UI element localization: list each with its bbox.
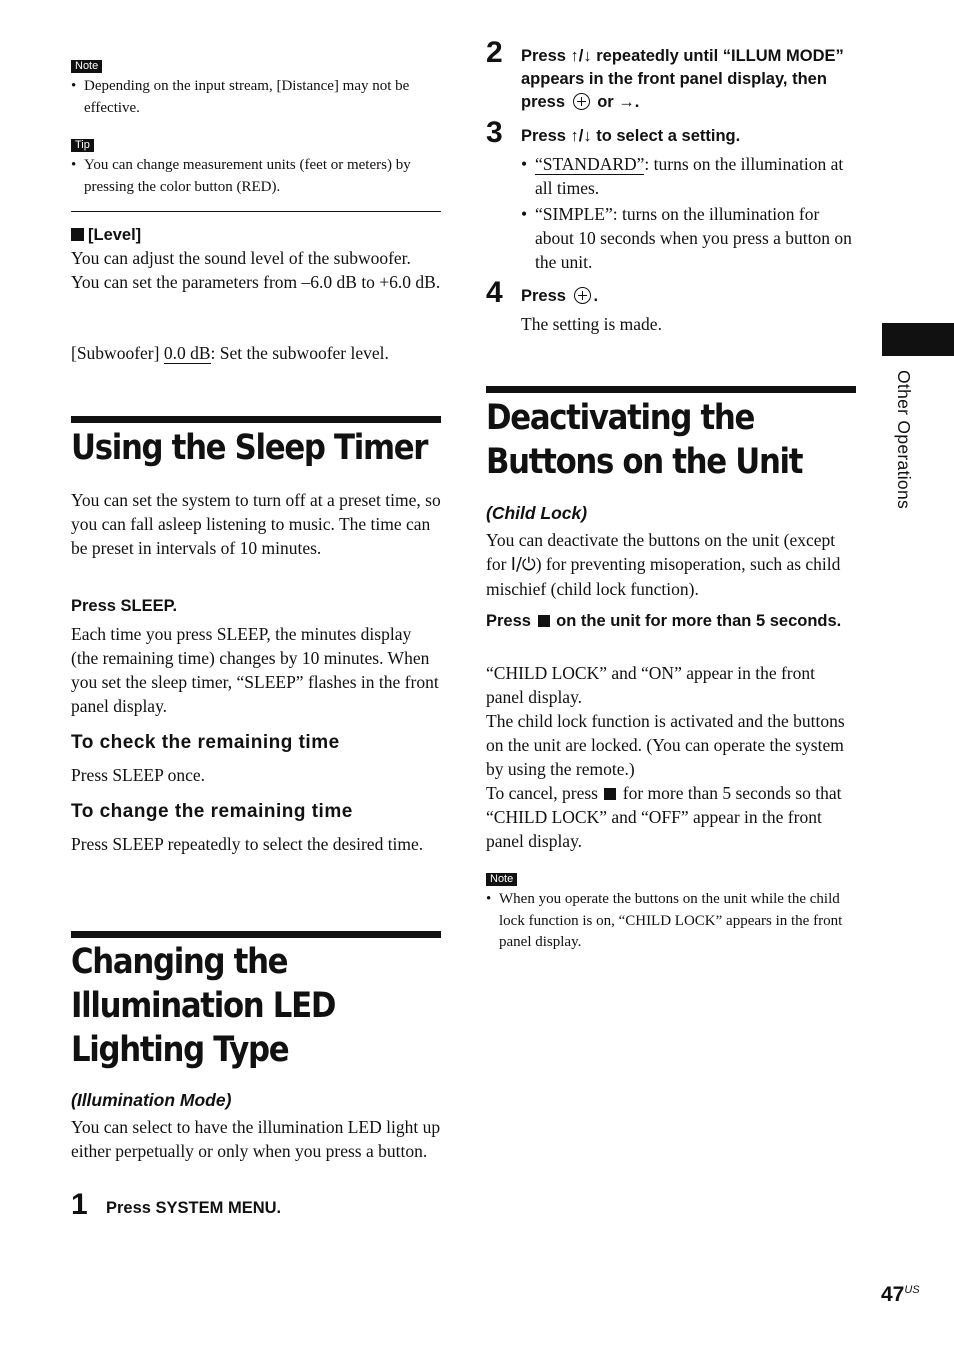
step-3-b: to select a setting. (591, 127, 741, 145)
tip-section (71, 135, 441, 198)
child-cancel-b: for more than 5 seconds so that “CHILD LOCK” and “OFF” appear in the front panel display. (486, 783, 842, 851)
sleep-rule (71, 416, 441, 423)
option-standard (521, 152, 856, 200)
check-remaining-body: Press SLEEP once. (71, 765, 205, 785)
step-3 (486, 118, 856, 150)
deact-subtitle: (Child Lock) (486, 503, 588, 523)
stop-icon (604, 788, 616, 800)
option-simple: • “SIMPLE”: turns on the illumination for about 10 seconds when you press a button on the unit. (521, 202, 856, 274)
step-3-text (521, 125, 856, 148)
change-remaining-body: Press SLEEP repeatedly to select the desired time. (71, 834, 424, 854)
step-2-end: . (634, 93, 640, 111)
child-lock-body (486, 661, 856, 853)
step-4-result: The setting is made. (521, 314, 662, 334)
sleep-title: Using the Sleep Timer (71, 428, 428, 468)
enter-button-icon (573, 93, 590, 110)
section-tab-label: Other Operations (894, 370, 914, 510)
level-body: You can adjust the sound level of the subwoofer. You can set the parameters from –6.0 dB to +6.0 dB. (71, 248, 441, 292)
child-cancel-a: To cancel, press (486, 783, 603, 803)
level-heading (71, 224, 441, 247)
illum-rule (71, 931, 441, 938)
illum-title: Changing the Illumination LED Lighting Type (71, 942, 336, 1070)
square-bullet-icon (71, 228, 84, 241)
note-section (71, 56, 441, 119)
deact-rule (486, 386, 856, 393)
subwoofer-default: 0.0 dB (163, 343, 211, 363)
illum-intro: You can select to have the illumination LED light up either perpetually or only when you press a button. (71, 1117, 441, 1161)
check-remaining-heading: To check the remaining time (71, 732, 340, 753)
note-badge: Note (486, 873, 517, 886)
power-icon: I/⏻ (510, 555, 536, 575)
step-2-a: Press (521, 47, 571, 65)
child-lock-activated: The child lock function is activated and the buttons on the unit are locked. (You can operate the system by using the remote.) (486, 711, 845, 779)
up-down-arrow-icon: ↑/↓ (570, 47, 592, 65)
subwoofer-line (71, 341, 441, 365)
enter-button-icon (574, 287, 591, 304)
change-remaining-heading: To change the remaining time (71, 801, 353, 822)
press-sleep-instruction: Press SLEEP. (71, 597, 178, 615)
step-2-number: 2 (486, 36, 503, 69)
step-4-a: Press (521, 287, 571, 305)
subwoofer-suffix: : Set the subwoofer level. (210, 343, 389, 363)
option-standard-desc: : turns on the illumination at all times. (535, 154, 844, 198)
sleep-intro: You can set the system to turn off at a preset time, so you can fall asleep listening to music. The time can be preset in intervals of 10 minutes. (71, 490, 441, 558)
level-heading-text: [Level] (88, 226, 142, 244)
section-tab-marker (882, 323, 954, 356)
step-2-or: or (592, 93, 619, 111)
step-2-text (521, 45, 856, 114)
deact-intro-a: You can deactivate the buttons on the unit (except for (486, 530, 836, 574)
tip-badge: Tip (71, 139, 94, 152)
note-badge: Note (71, 60, 102, 73)
note-text: • Depending on the input stream, [Distance] may not be effective. (71, 76, 441, 119)
deact-title: Deactivating the Buttons on the Unit (486, 398, 803, 482)
step-1-number: 1 (71, 1188, 88, 1221)
step-4-end: . (593, 287, 599, 305)
step-4 (486, 278, 856, 310)
press-stop-b: on the unit for more than 5 seconds. (551, 612, 842, 630)
up-down-arrow-icon: ↑/↓ (570, 127, 592, 145)
deact-intro (486, 528, 856, 601)
subwoofer-prefix: [Subwoofer] (71, 343, 164, 363)
right-arrow-icon: → (618, 93, 635, 111)
step-3-a: Press (521, 127, 571, 145)
child-lock-note (486, 869, 856, 954)
step-2 (486, 38, 856, 118)
child-lock-note-text: • When you operate the buttons on the unit while the child lock function is on, “CHILD LOCK” appears in the front panel display. (486, 889, 856, 954)
divider (71, 211, 441, 212)
tip-text: • You can change measurement units (feet or meters) by pressing the color button (RED). (71, 155, 441, 198)
step-2-b: repeatedly until “ILLUM MODE” appears in the front panel display, then press (521, 47, 844, 111)
step-4-number: 4 (486, 276, 503, 309)
child-lock-on: “CHILD LOCK” and “ON” appear in the front panel display. (486, 663, 815, 707)
step-1-text: Press SYSTEM MENU. (106, 1199, 282, 1217)
page-number (881, 1283, 920, 1307)
step-4-text (521, 285, 856, 308)
sleep-description: Each time you press SLEEP, the minutes display (the remaining time) changes by 10 minutes. When you set the sleep timer, “SLEEP” flashes in the front panel display. (71, 624, 439, 716)
step-3-number: 3 (486, 116, 503, 149)
stop-icon (538, 615, 550, 627)
deact-intro-b: ) for preventing misoperation, such as child mischief (child lock function). (486, 554, 841, 599)
page-number-value: 47 (881, 1283, 905, 1306)
illum-subtitle: (Illumination Mode) (71, 1090, 232, 1110)
page-number-suffix: US (904, 1284, 920, 1296)
press-stop-a: Press (486, 612, 536, 630)
step-1 (71, 1190, 441, 1222)
child-lock-cancel (486, 781, 856, 853)
option-standard-key: “STANDARD” (535, 154, 645, 174)
press-stop-instruction (486, 610, 856, 633)
setting-options (521, 152, 856, 274)
